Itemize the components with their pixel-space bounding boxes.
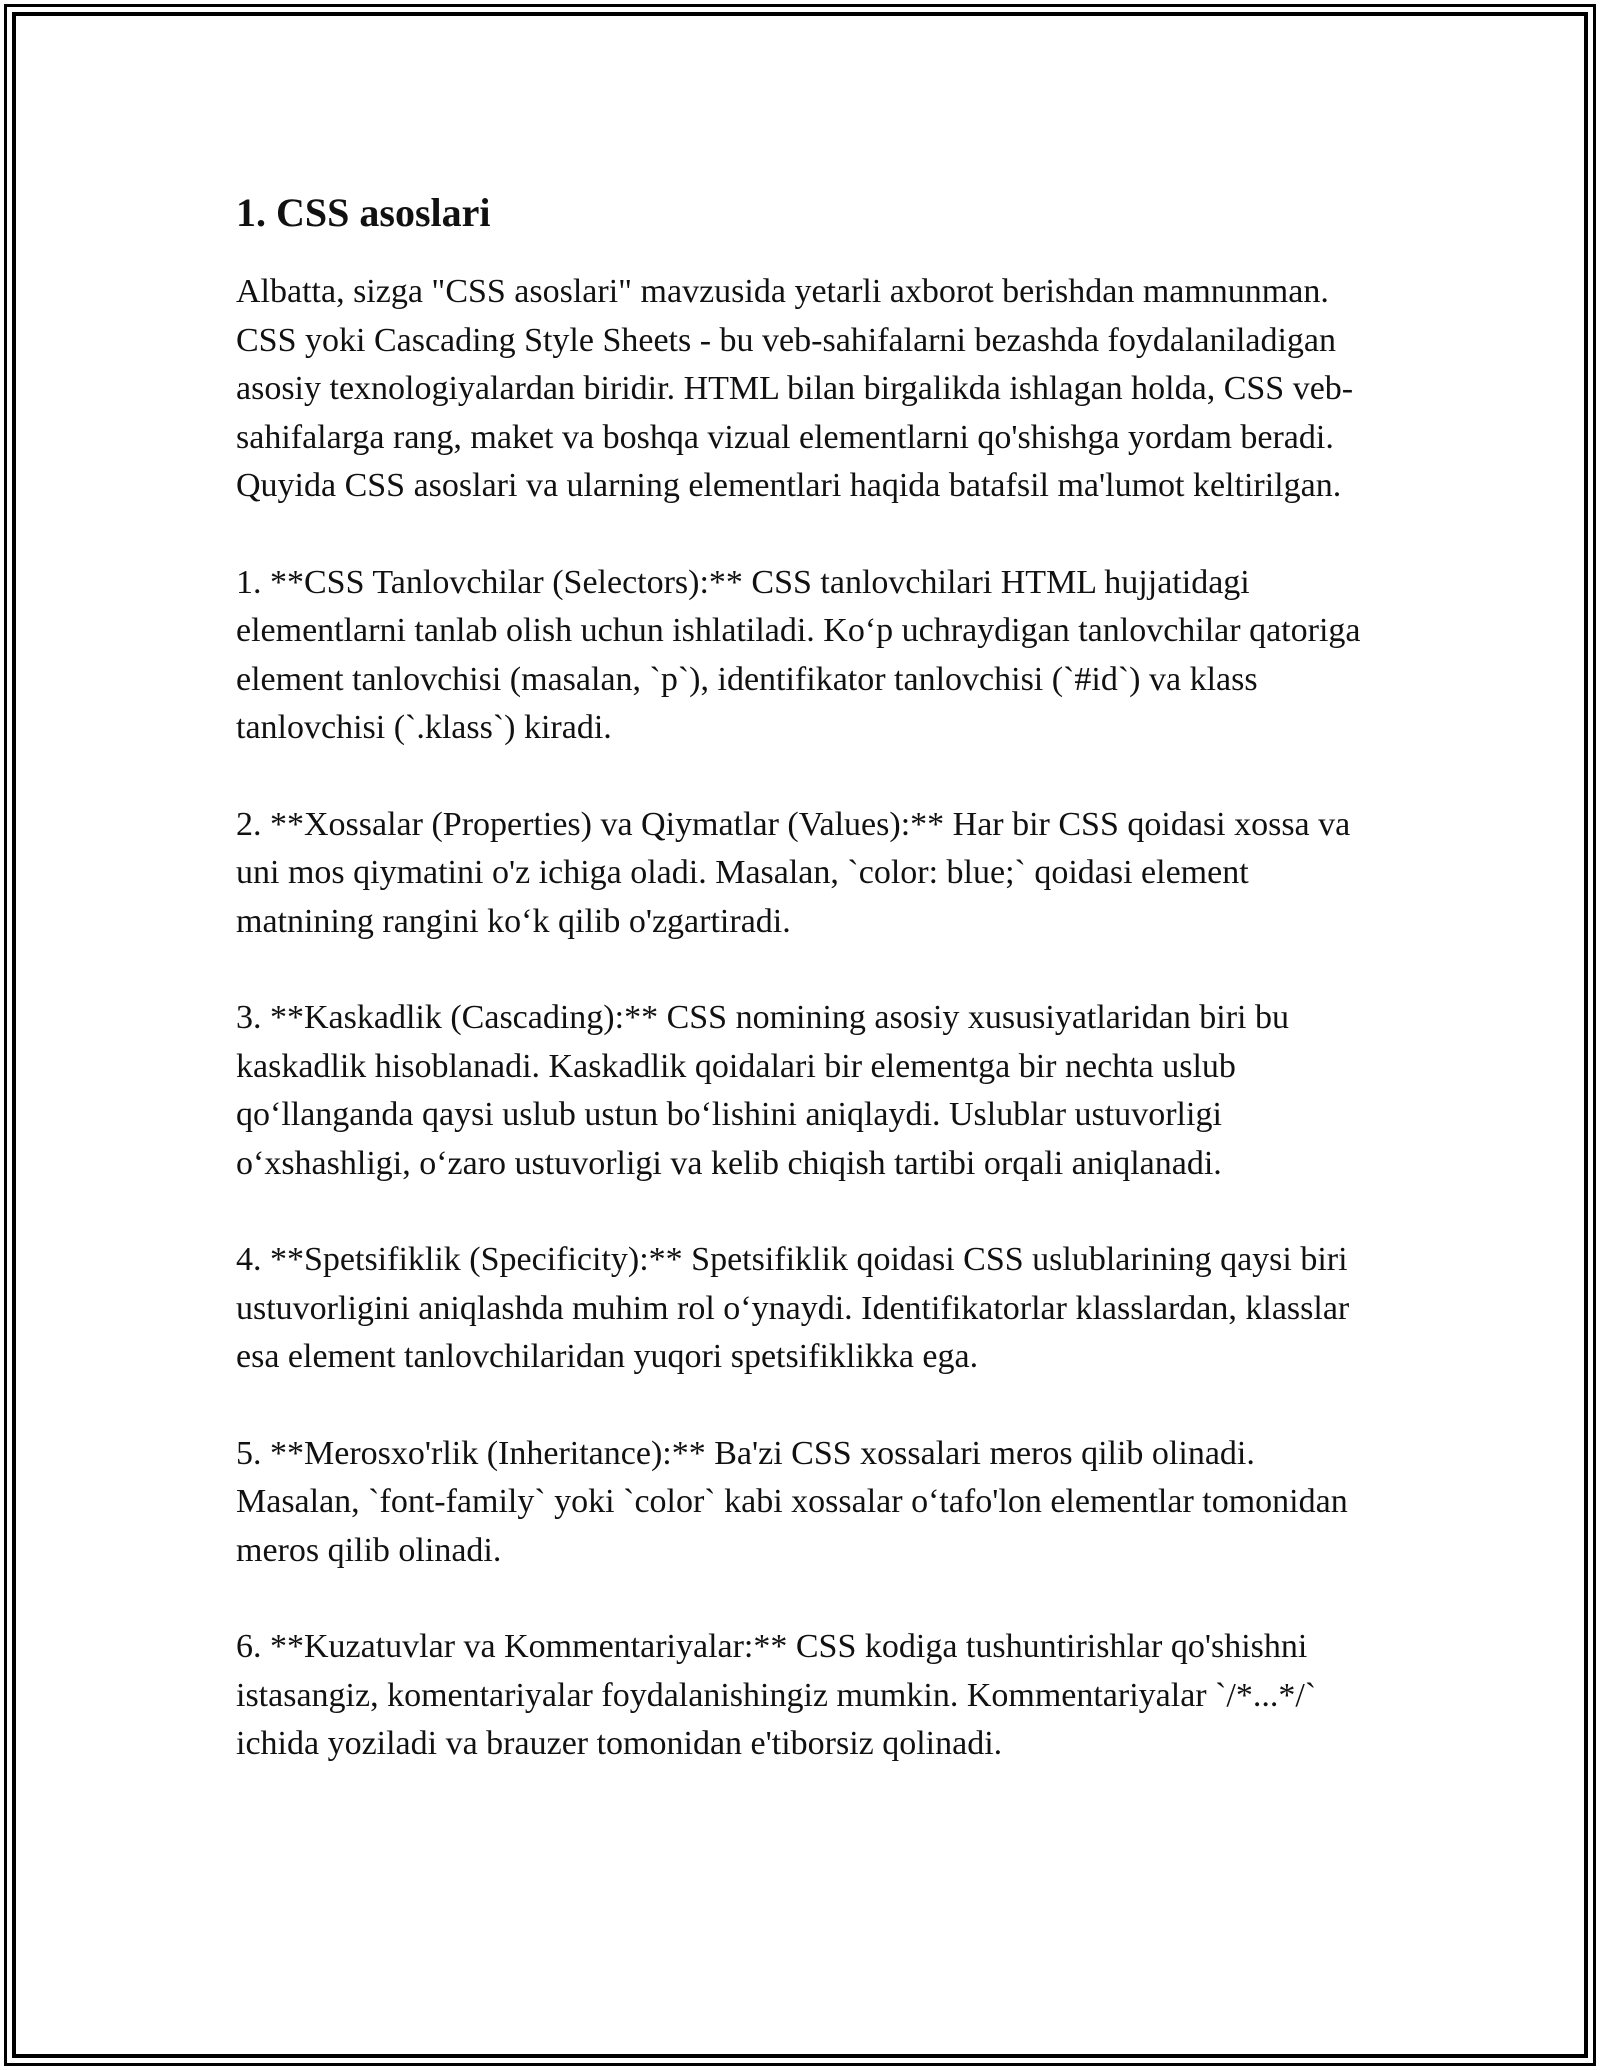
paragraph-properties-values: 2. **Xossalar (Properties) va Qiymatlar (Values):** Har bir CSS qoidasi xossa va uni mos qiymatini o'z ichiga oladi. Masalan, `color: blue;` qoidasi element matnining rangini ko‘k qilib o'zgartiradi.: [236, 805, 1351, 940]
paragraph-selectors: 1. **CSS Tanlovchilar (Selectors):** CSS tanlovchilari HTML hujjatidagi elementlarni tanlab olish uchun ishlatiladi. Ko‘p uchraydigan tanlovchilar qatoriga element tanlovchisi (masalan, `p`), identifikator tanlovchisi (`#id`) va klass tanlovchisi (`.klass`) kiradi.: [236, 563, 1361, 746]
paragraph-cascading: 3. **Kaskadlik (Cascading):** CSS nomining asosiy xususiyatlaridan biri bu kaskadlik hisoblanadi. Kaskadlik qoidalari bir elementga bir nechta uslub qo‘llanganda qaysi uslub ustun bo‘lishini aniqlaydi. Uslublar ustuvorligi o‘xshashligi, o‘zaro ustuvorligi va kelib chiqish tartibi orqali aniqlanadi.: [236, 999, 1289, 1182]
intro-paragraph: Albatta, sizga "CSS asoslari" mavzusida yetarli axborot berishdan mamnunman. CSS yoki Cascading Style Sheets - bu veb-sahifalarni bezashda foydalaniladigan asosiy texnologiyalardan biridir. HTML bilan birgalikda ishlagan holda, CSS veb-sahifalarga rang, maket va boshqa vizual elementlarni qo'shishga yordam beradi. Quyida CSS asoslari va ularning elementlari haqida batafsil ma'lumot keltirilgan.: [236, 273, 1354, 504]
paragraph-specificity: 4. **Spetsifiklik (Specificity):** Spetsifiklik qoidasi CSS uslublarining qaysi biri ustuvorligini aniqlashda muhim rol o‘ynaydi. Identifikatorlar klasslardan, klasslar esa element tanlovchilaridan yuqori spetsifiklikka ega.: [236, 1241, 1350, 1375]
paragraph-comments: 6. **Kuzatuvlar va Kommentariyalar:** CSS kodiga tushuntirishlar qo'shishni istasangiz, komentariyalar foydalanishingiz mumkin. Kommentariyalar `/*...*/` ichida yoziladi va brauzer tomonidan e'tiborsiz qolinadi.: [236, 1628, 1317, 1762]
document-title: 1. CSS asoslari: [236, 190, 491, 235]
document-body: [236, 188, 1364, 1769]
paragraph-inheritance: 5. **Merosxo'rlik (Inheritance):** Ba'zi CSS xossalari meros qilib olinadi. Masalan, `font-family` yoki `color` kabi xossalar o‘tafo'lon elementlar tomonidan meros qilib olinadi.: [236, 1434, 1348, 1569]
